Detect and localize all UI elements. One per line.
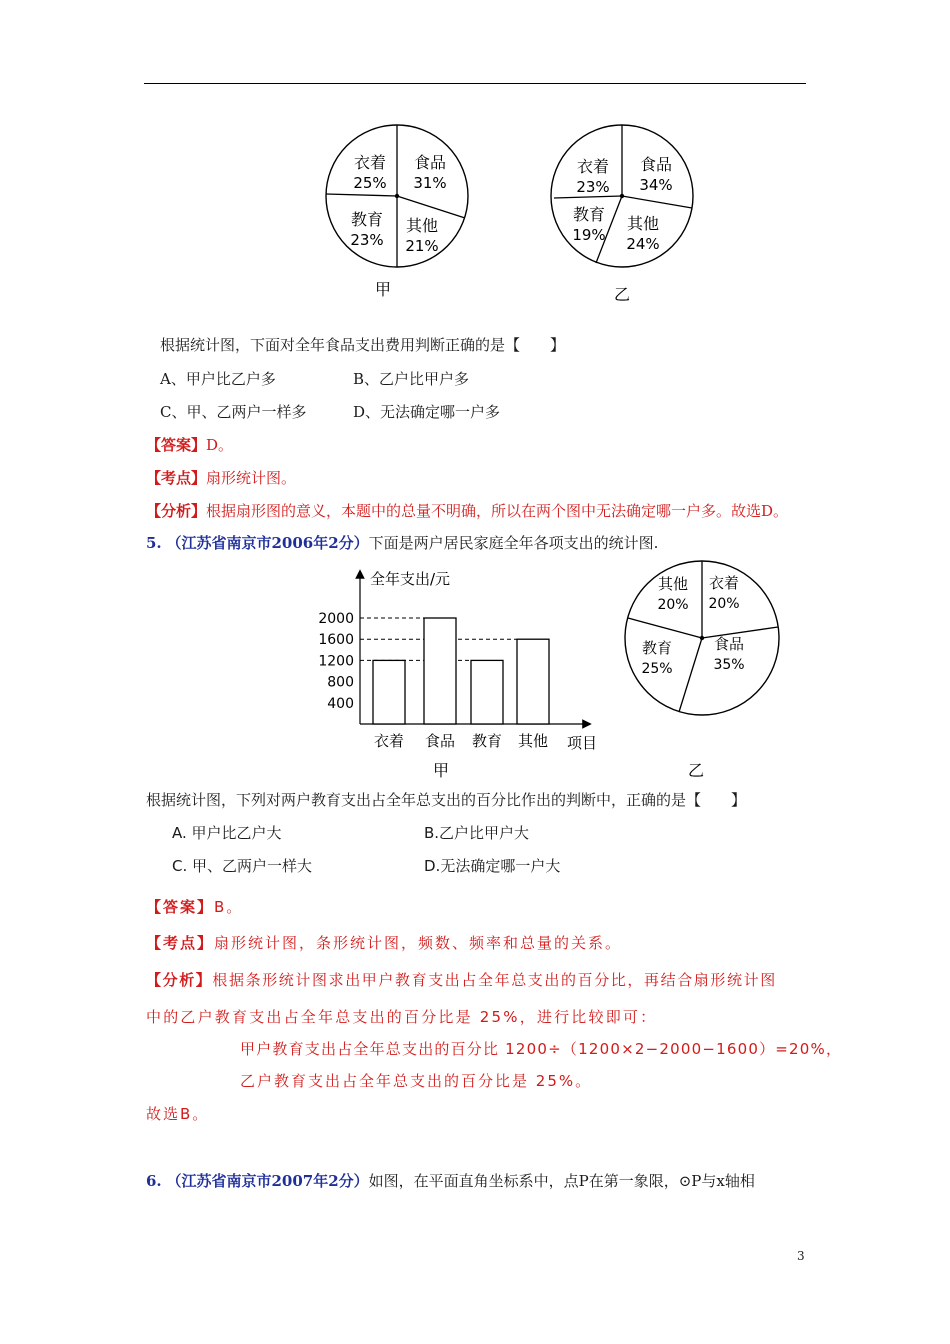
q5-point-tag: 【考点】: [146, 934, 215, 952]
yi-label-food: 食品: [639, 155, 673, 174]
q4-point: [146, 467, 296, 488]
q4-option-b: B、乙户比甲户多: [353, 370, 470, 388]
jia-label-education: 教育: [350, 210, 384, 229]
q5-pie-label-food: 食品: [713, 635, 745, 653]
q4-option-c: C、甲、乙两户一样多: [160, 403, 307, 421]
pie-jia: [326, 125, 468, 299]
y-tick-label: 400: [327, 695, 354, 712]
top-pie-charts: [300, 112, 730, 312]
q5-pie-caption: 乙: [687, 761, 705, 780]
y-tick-label: 2000: [318, 611, 354, 627]
yi-pct-food: 34%: [639, 176, 673, 194]
yi-pct-education: 19%: [572, 226, 606, 244]
jia-caption: 甲: [374, 280, 392, 299]
page-number: 3: [797, 1249, 805, 1263]
yi-pct-other: 24%: [626, 235, 660, 253]
q5-option-c: C. 甲、乙两户一样大: [172, 857, 313, 875]
jia-pct-education: 23%: [350, 231, 384, 249]
y-tick-label: 1200: [318, 653, 354, 670]
q4-option-a: A、甲户比乙户多: [160, 370, 276, 388]
jia-pct-other: 21%: [405, 237, 439, 255]
q5-pie-pct-other: 20%: [657, 597, 689, 613]
q5-stem: 下面是两户居民家庭全年各项支出的统计图.: [368, 534, 659, 552]
jia-label-clothing: 衣着: [353, 153, 387, 172]
yi-label-education: 教育: [572, 205, 606, 224]
q5-answer: [146, 896, 243, 917]
q4-option-d: D、无法确定哪一户多: [353, 403, 501, 421]
yi-label-clothing: 衣着: [576, 157, 610, 176]
jia-label-other: 其他: [405, 216, 439, 235]
yi-label-other: 其他: [626, 214, 660, 233]
q5-pie-pct-education: 25%: [641, 661, 673, 677]
q5-analysis-line-1: 根据条形统计图求出甲户教育支出占全年总支出的百分比，再结合扇形统计图: [212, 971, 777, 989]
q4-answer-tag: 【答案】: [146, 436, 207, 454]
q5-answer-text: B。: [214, 898, 244, 916]
q5-analysis-line-3: 甲户教育支出占全年总支出的百分比 1200÷（1200×2−2000−1600）=20%，: [240, 1040, 843, 1058]
q5-analysis-line-4: 乙户教育支出占全年总支出的百分比是 25%。: [240, 1072, 593, 1090]
q5-pie-label-education: 教育: [641, 639, 673, 657]
category-label: 其他: [517, 732, 549, 750]
q5-pie-label-clothing: 衣着: [708, 574, 740, 592]
pie-yi: [551, 125, 693, 304]
q5-option-b: B.乙户比甲户大: [424, 824, 530, 842]
q4-answer-text: D。: [206, 436, 234, 454]
q4-point-text: 扇形统计图。: [206, 469, 297, 487]
jia-pct-clothing: 25%: [353, 174, 387, 192]
q4-answer: [146, 434, 233, 455]
bar-2: [471, 660, 503, 724]
q5-point-text: 扇形统计图，条形统计图，频数、频率和总量的关系。: [214, 934, 623, 952]
q4-question: 根据统计图，下面对全年食品支出费用判断正确的是【 】: [160, 336, 566, 354]
q5-option-a: A. 甲户比乙户大: [172, 824, 282, 842]
q5-number: 5.: [146, 534, 162, 552]
bar-1: [424, 618, 456, 724]
jia-pct-food: 31%: [413, 174, 447, 192]
q6-number: 6.: [146, 1172, 162, 1190]
category-label: 衣着: [373, 732, 405, 750]
bar-chart-jia: [305, 564, 610, 786]
q6-stem: 如图，在平面直角坐标系中，点P在第一象限，⊙P与x轴相: [368, 1172, 755, 1190]
q5-answer-tag: 【答案】: [146, 898, 215, 916]
bar-3: [517, 639, 549, 724]
q5-header: [146, 532, 658, 553]
q6-source: （江苏省南京市2007年2分）: [166, 1172, 369, 1190]
q6-header: [146, 1170, 755, 1191]
y-tick-label: 800: [327, 674, 354, 691]
category-label: 食品: [424, 732, 456, 750]
q5-pie-pct-clothing: 20%: [708, 596, 740, 612]
q4-analysis-text: 根据扇形图的意义，本题中的总量不明确，所以在两个图中无法确定哪一户多。故选D。: [206, 502, 789, 520]
q5-question: 根据统计图，下列对两户教育支出占全年总支出的百分比作出的判断中，正确的是【 】: [146, 791, 747, 809]
yi-pct-clothing: 23%: [576, 178, 610, 196]
y-tick-label: 1600: [318, 632, 354, 649]
bar-chart-caption: 甲: [432, 761, 450, 780]
q5-pie-label-other: 其他: [657, 575, 689, 593]
q5-analysis-line-2: 中的乙户教育支出占全年总支出的百分比是 25%，进行比较即可：: [146, 1008, 658, 1026]
jia-label-food: 食品: [413, 153, 447, 172]
q5-conclusion: 故选B。: [146, 1105, 210, 1123]
q4-point-tag: 【考点】: [146, 469, 207, 487]
bar-chart-ticks: [318, 611, 354, 712]
bar-chart-xlabel: 项目: [567, 734, 598, 752]
header-rule: [144, 83, 806, 84]
q5-analysis-tag: 【分析】: [146, 971, 213, 989]
bar-chart-categories: [374, 732, 548, 750]
q5-option-d: D.无法确定哪一户大: [424, 857, 561, 875]
q5-analysis: [146, 969, 777, 990]
pie-chart-yi-q5: [618, 558, 788, 783]
q5-pie-pct-food: 35%: [713, 657, 745, 673]
yi-caption: 乙: [613, 285, 631, 304]
bar-chart-bars: [373, 618, 549, 724]
q4-analysis-tag: 【分析】: [146, 502, 207, 520]
q5-source: （江苏省南京市2006年2分）: [166, 534, 369, 552]
q4-analysis: [146, 500, 788, 521]
q5-point: [146, 932, 622, 953]
category-label: 教育: [471, 732, 503, 750]
bar-chart-title: 全年支出/元: [370, 570, 451, 588]
bar-0: [373, 660, 405, 724]
